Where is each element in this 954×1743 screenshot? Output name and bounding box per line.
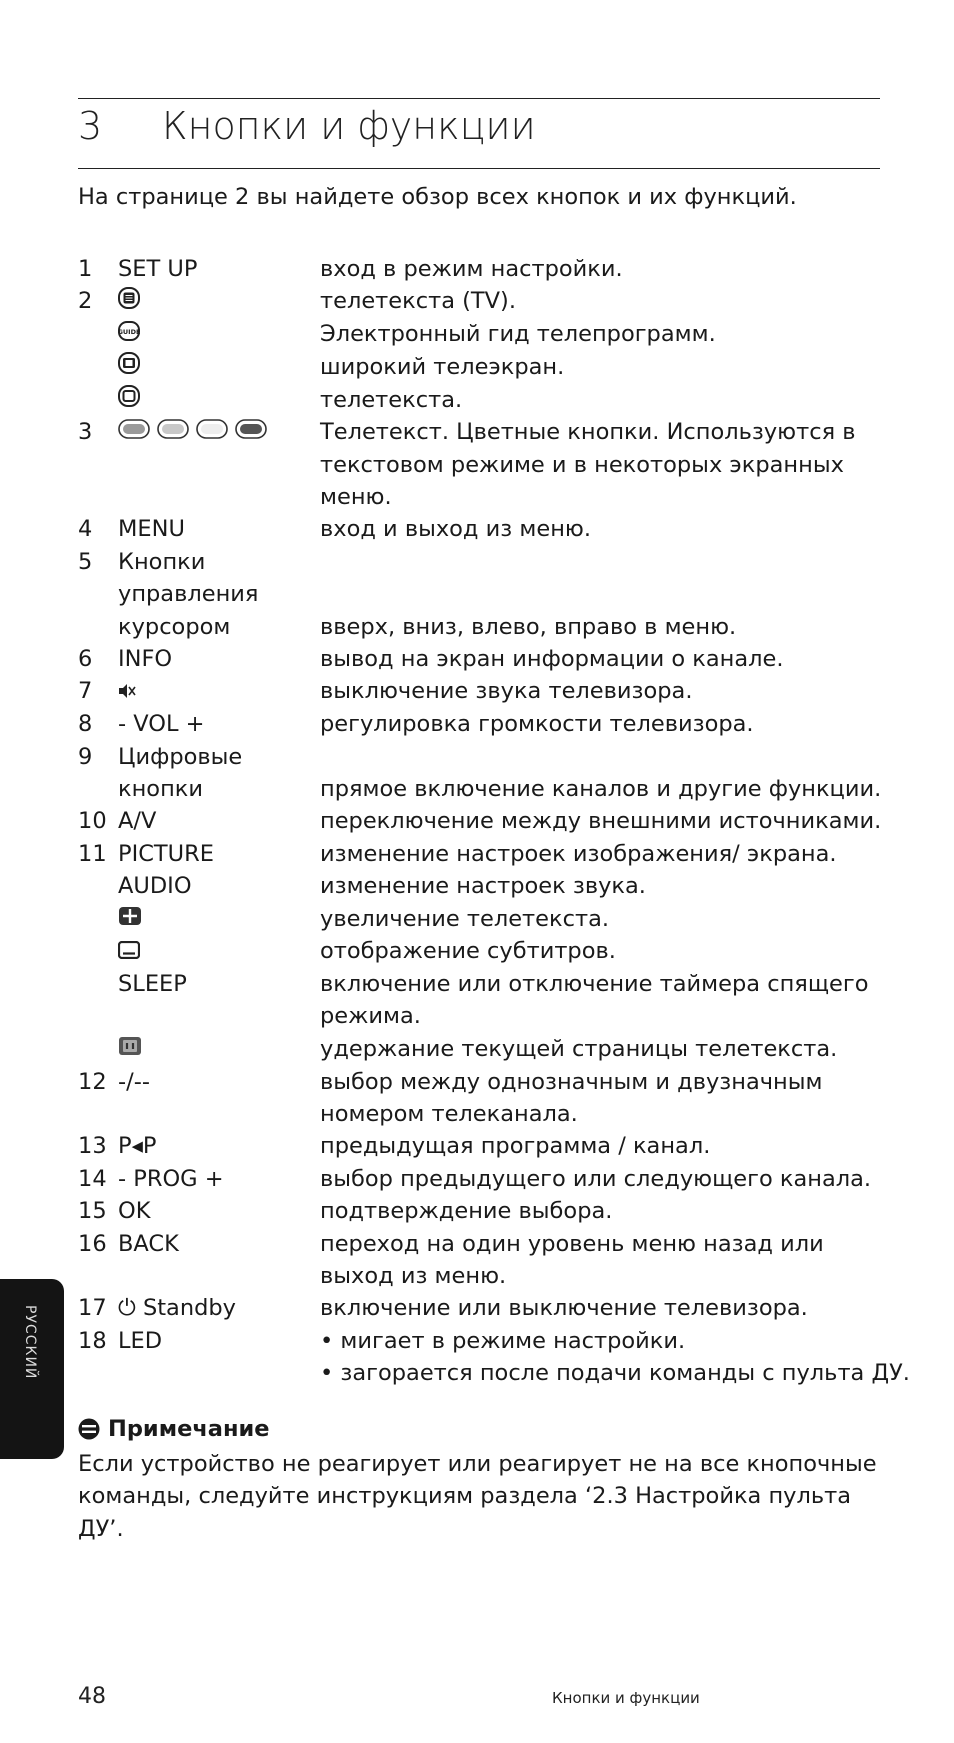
teletext-icon [118,286,140,318]
item-number [78,1033,118,1066]
guide-icon [118,318,140,350]
item-description [320,384,888,417]
widescreen-icon [118,351,140,383]
item-number [78,935,118,968]
item-label: OK [118,1198,151,1225]
item-icon-cell [118,351,320,384]
item-description [320,578,888,610]
description-line: выбор между однозначным и двузначным [320,1068,823,1095]
item-description [320,838,888,870]
item-number: 3 [78,419,93,446]
item-number [78,903,118,936]
item-label: - VOL + [118,711,205,738]
item-label: SET UP [118,256,198,282]
list-item [78,805,888,837]
item-label: управления [118,581,259,608]
item-label: A/V [118,808,157,835]
list-item [78,546,888,578]
description-line: телетекста. [320,386,463,413]
description-line: текстовом режиме и в некоторых экранных [320,451,844,478]
item-label: - PROG + [118,1165,224,1192]
list-item [78,351,888,384]
description-line: переключение между внешними источниками. [320,808,882,835]
description-line: Электронный гид телепрограмм. [320,321,716,348]
item-number: 18 [78,1327,107,1354]
item-number: 11 [78,840,107,867]
description-line: выключение звука телевизора. [320,678,693,705]
description-line: меню. [320,484,392,511]
note-title: Примечание [108,1416,270,1442]
list-item [78,285,888,318]
list-item [78,870,888,902]
item-number [78,870,118,902]
description-line: выход из меню. [320,1262,507,1289]
note-icon [78,1418,100,1440]
item-icon-cell [118,285,320,318]
item-number: 15 [78,1198,107,1225]
item-description [320,1292,888,1324]
item-label: P◂P [118,1133,157,1160]
item-description [320,968,888,1033]
item-label: курсором [118,613,231,640]
item-description [320,416,888,513]
item-label: BACK [118,1230,179,1257]
running-head: Кнопки и функции [552,1689,700,1707]
item-label: INFO [118,646,173,673]
list-item [78,1066,888,1131]
language-tab [0,1279,64,1459]
list-item [78,578,888,610]
description-line: номером телеканала. [320,1100,578,1127]
item-number: 7 [78,678,93,705]
subtitle-icon [118,936,140,968]
description-line: переход на один уровень меню назад или [320,1230,824,1257]
description-line: включение или выключение телевизора. [320,1295,808,1322]
description-line: регулировка громкости телевизора. [320,711,754,738]
list-item [78,1228,888,1293]
mute-icon [118,676,136,708]
teletext-mix-icon [118,384,140,416]
description-line: отображение субтитров. [320,938,616,965]
list-item [78,1033,888,1066]
item-label: MENU [118,516,185,543]
color-keys-icon [118,417,268,449]
description-line [320,546,888,578]
title-rule [78,168,880,169]
item-icon-cell [118,1033,320,1066]
description-line: вход в режим настройки. [320,256,623,282]
description-line: Телетекст. Цветные кнопки. Используются в [320,419,856,446]
item-number: 1 [78,256,93,282]
description-line: изменение настроек изображения/ экрана. [320,840,837,867]
item-icon-cell [118,903,320,936]
description-line: изменение настроек звука. [320,873,646,900]
list-item [78,611,888,643]
item-number: 10 [78,808,107,835]
description-line [320,741,888,773]
item-description [320,935,888,968]
item-description [320,1325,910,1390]
list-item [78,384,888,417]
item-description [320,546,888,578]
item-description [320,285,888,318]
list-item [78,513,888,545]
item-label: ⏻ Standby [118,1295,236,1322]
description-line: широкий телеэкран. [320,353,565,380]
item-description [320,318,888,351]
item-icon-cell [118,675,320,708]
item-number: 12 [78,1068,107,1095]
item-icon-cell [118,384,320,417]
top-rule [78,98,880,99]
item-number: 8 [78,711,93,738]
description-line: телетекста (TV). [320,288,516,315]
item-description [320,675,888,708]
item-number [78,773,118,805]
description-line: • загорается после подачи команды с пульта ДУ. [320,1360,910,1387]
chapter-title: Кнопки и функции [162,104,536,148]
list-item [78,968,888,1033]
svg-text:GUIDE: GUIDE [118,328,140,337]
item-number: 16 [78,1230,107,1257]
list-item [78,416,888,513]
note-heading [78,1416,270,1442]
item-label: Цифровые [118,743,243,770]
item-description [320,253,888,285]
item-icon-cell [118,416,320,513]
page-number: 48 [78,1684,106,1709]
list-item [78,675,888,708]
zoom-icon [118,903,142,935]
list-item [78,741,888,773]
item-description [320,805,888,837]
item-description [320,513,888,545]
item-number: 4 [78,516,93,543]
chapter-number: 3 [78,104,103,148]
list-item [78,708,888,740]
item-label: Кнопки [118,548,206,575]
list-item [78,643,888,675]
item-description [320,351,888,384]
list-item [78,1292,888,1324]
item-icon-cell [118,318,320,351]
description-line: вход и выход из меню. [320,516,591,543]
item-icon-cell [118,935,320,968]
list-item [78,1195,888,1227]
item-description [320,1066,888,1131]
description-line: удержание текущей страницы телетекста. [320,1035,838,1062]
item-description [320,773,888,805]
item-description [320,1195,888,1227]
item-description [320,903,888,936]
item-label: SLEEP [118,971,187,998]
list-item [78,773,888,805]
list-item [78,838,888,870]
item-number: 17 [78,1295,107,1322]
description-line: режима. [320,1003,421,1030]
list-item [78,253,888,285]
item-number: 2 [78,288,93,315]
item-description [320,611,888,643]
item-description [320,870,888,902]
language-tab-label: РУССКИЙ [22,1305,38,1380]
item-description [320,1130,888,1162]
description-line: увеличение телетекста. [320,905,610,932]
intro-text: На странице 2 вы найдете обзор всех кнопок и их функций. [78,184,797,210]
hold-icon [118,1033,142,1065]
item-description [320,741,888,773]
description-line [320,578,888,610]
item-label: PICTURE [118,840,214,867]
description-line: прямое включение каналов и другие функции. [320,775,882,802]
list-item [78,1325,910,1390]
item-description [320,708,888,740]
item-label: AUDIO [118,873,192,900]
item-number [78,351,118,384]
list-item [78,1130,888,1162]
item-number: 6 [78,646,93,673]
item-number: 5 [78,548,93,575]
item-number [78,578,118,610]
note-text: Если устройство не реагирует или реагирует не на все кнопочные команды, следуйте инструкциям раздела ‘2.3 Настройка пульта ДУ’. [78,1451,877,1542]
description-line: вверх, вниз, влево, вправо в меню. [320,613,737,640]
item-description [320,643,888,675]
list-item [78,1163,888,1195]
list-item [78,935,888,968]
description-line: вывод на экран информации о канале. [320,646,784,673]
item-label: кнопки [118,775,203,802]
list-item [78,903,888,936]
item-number: 13 [78,1133,107,1160]
description-line: включение или отключение таймера спящего [320,971,869,998]
description-line: предыдущая программа / канал. [320,1133,711,1160]
item-label: -/-- [118,1068,150,1095]
item-description [320,1163,888,1195]
description-line: подтверждение выбора. [320,1198,613,1225]
item-number [78,968,118,1033]
description-line: • мигает в режиме настройки. [320,1327,686,1354]
description-line: выбор предыдущего или следующего канала. [320,1165,872,1192]
item-number [78,318,118,351]
item-number [78,611,118,643]
item-label: LED [118,1327,163,1354]
item-number: 14 [78,1165,107,1192]
list-item [78,318,888,351]
item-description [320,1033,888,1066]
button-list [78,253,910,1390]
item-description [320,1228,888,1293]
item-number [78,384,118,417]
item-number: 9 [78,743,93,770]
